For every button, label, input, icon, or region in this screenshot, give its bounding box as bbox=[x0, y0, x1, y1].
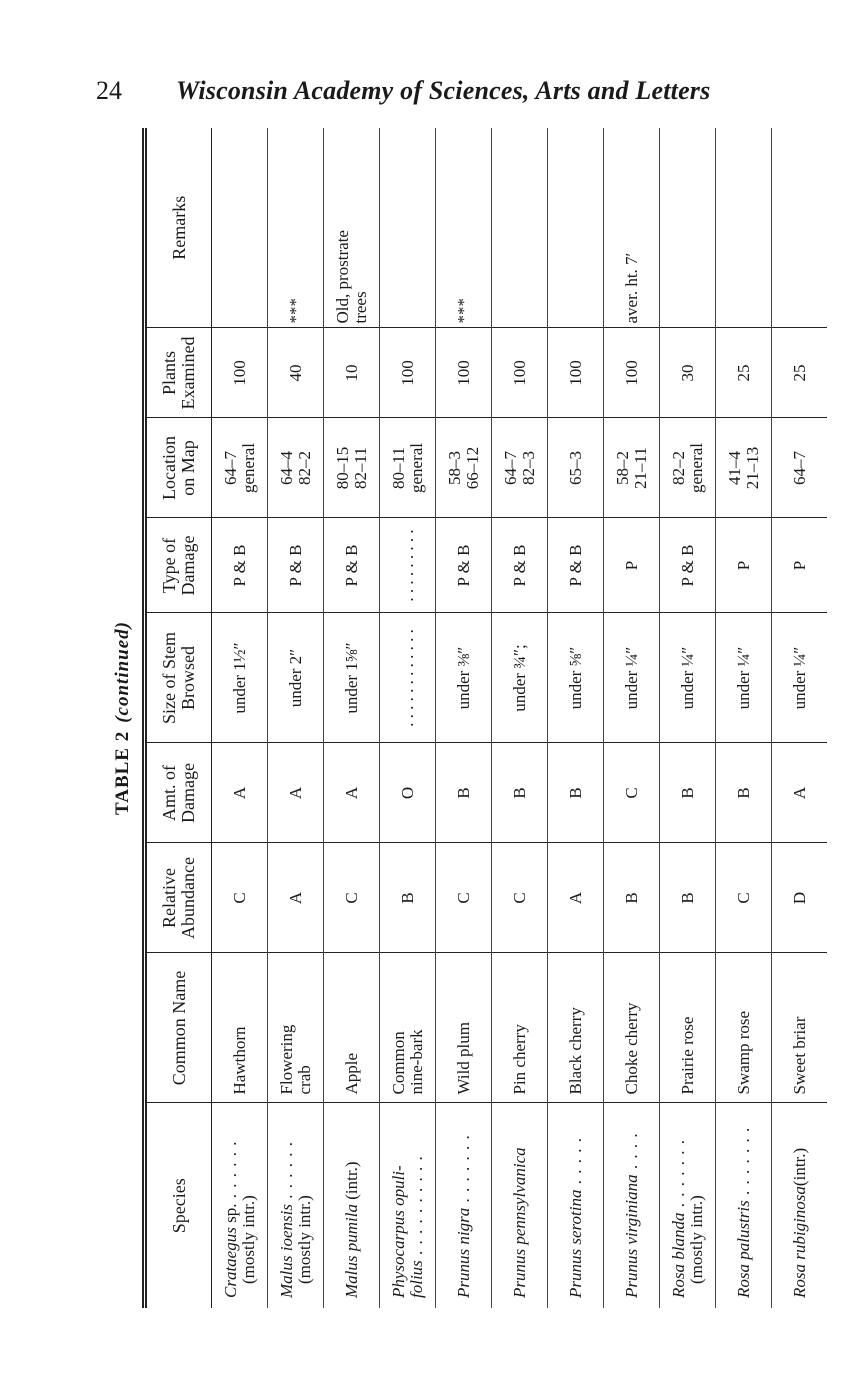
table-row bbox=[548, 128, 604, 1308]
table-body bbox=[212, 128, 828, 1308]
cell-type-of-damage: P & B bbox=[660, 518, 716, 613]
header-location-on-map: Location on Map bbox=[145, 418, 212, 518]
table-caption-continued: (continued) bbox=[112, 620, 133, 723]
cell-remarks bbox=[772, 128, 828, 328]
cell-location-on-map: 80–15 82–11 bbox=[324, 418, 380, 518]
table-row bbox=[324, 128, 380, 1308]
cell-amount-of-damage: O bbox=[380, 743, 436, 843]
table-row bbox=[716, 128, 772, 1308]
species-leader-dots: . . . . bbox=[621, 1132, 641, 1175]
cell-size-of-stem-browsed: under 1⅝″ bbox=[324, 613, 380, 743]
species-name: Malus pumila bbox=[341, 1204, 361, 1298]
species-leader-dots: . . . . . . bbox=[220, 1140, 240, 1204]
cell-remarks bbox=[548, 128, 604, 328]
cell-amount-of-damage: B bbox=[548, 743, 604, 843]
cell-type-of-damage: P & B bbox=[436, 518, 492, 613]
cell-species bbox=[604, 1103, 660, 1308]
species-suffix: sp. bbox=[220, 1203, 240, 1228]
cell-type-of-damage: P bbox=[772, 518, 828, 613]
page-number: 24 bbox=[96, 76, 122, 105]
cell-plants-examined: 100 bbox=[604, 328, 660, 418]
species-suffix: (intr.) bbox=[341, 1161, 361, 1205]
table-row bbox=[380, 128, 436, 1308]
table-caption-label: TABLE 2 bbox=[112, 730, 133, 816]
cell-size-of-stem-browsed: under ¾″; bbox=[492, 613, 548, 743]
cell-common-name: Swamp rose bbox=[716, 953, 772, 1103]
species-leader-dots: . . . . . . . bbox=[733, 1126, 753, 1201]
cell-type-of-damage: P bbox=[604, 518, 660, 613]
cell-amount-of-damage: B bbox=[716, 743, 772, 843]
species-name: Prunus serotina bbox=[565, 1189, 585, 1298]
cell-species bbox=[268, 1103, 324, 1308]
cell-plants-examined: 100 bbox=[436, 328, 492, 418]
header-species: Species bbox=[145, 1103, 212, 1308]
header-size-of-stem-browsed: Size of Stem Browsed bbox=[145, 613, 212, 743]
cell-type-of-damage: P & B bbox=[324, 518, 380, 613]
cell-species bbox=[492, 1103, 548, 1308]
species-name: Prunus virginiana bbox=[621, 1174, 641, 1298]
cell-plants-examined: 100 bbox=[492, 328, 548, 418]
cell-relative-abundance: C bbox=[436, 843, 492, 953]
cell-remarks: *** bbox=[268, 128, 324, 328]
cell-remarks bbox=[212, 128, 268, 328]
cell-common-name: Prairie rose bbox=[660, 953, 716, 1103]
species-leader-dots: . . . . . . . bbox=[453, 1134, 473, 1208]
header-common-name: Common Name bbox=[145, 953, 212, 1103]
header-amount-of-damage: Amt. of Damage bbox=[145, 743, 212, 843]
cell-size-of-stem-browsed: under ⅝″ bbox=[548, 613, 604, 743]
cell-relative-abundance: C bbox=[324, 843, 380, 953]
cell-amount-of-damage: B bbox=[660, 743, 716, 843]
table-caption bbox=[112, 128, 142, 1308]
cell-relative-abundance: B bbox=[660, 843, 716, 953]
cell-species bbox=[436, 1103, 492, 1308]
cell-size-of-stem-browsed: under ¼″ bbox=[716, 613, 772, 743]
cell-size-of-stem-browsed: . . . . . . . . . . . . bbox=[380, 613, 436, 743]
cell-location-on-map: 58–3 66–12 bbox=[436, 418, 492, 518]
species-leader-dots: . . . . . . . . . . bbox=[406, 1155, 426, 1261]
cell-plants-examined: 40 bbox=[268, 328, 324, 418]
cell-size-of-stem-browsed: under ⅜″ bbox=[436, 613, 492, 743]
cell-size-of-stem-browsed: under 2″ bbox=[268, 613, 324, 743]
journal-title: Wisconsin Academy of Sciences, Arts and Letters bbox=[176, 76, 711, 105]
cell-location-on-map: 64–7 bbox=[772, 418, 828, 518]
cell-location-on-map: 80–11 general bbox=[380, 418, 436, 518]
species-leader-dots: . . . . . . . bbox=[668, 1139, 688, 1213]
cell-plants-examined: 100 bbox=[212, 328, 268, 418]
cell-amount-of-damage: A bbox=[772, 743, 828, 843]
cell-relative-abundance: C bbox=[716, 843, 772, 953]
species-name: Rosa rubiginosa bbox=[789, 1186, 809, 1298]
cell-common-name: Choke cherry bbox=[604, 953, 660, 1103]
species-leader-dots: . . . . . bbox=[565, 1137, 585, 1190]
species-note: (mostly intr.) bbox=[238, 1195, 258, 1284]
cell-species bbox=[212, 1103, 268, 1308]
cell-type-of-damage: . . . . . . . . . bbox=[380, 518, 436, 613]
cell-species bbox=[380, 1103, 436, 1308]
table-row bbox=[436, 128, 492, 1308]
table-row bbox=[660, 128, 716, 1308]
cell-size-of-stem-browsed: under ¼″ bbox=[660, 613, 716, 743]
cell-common-name: Hawthorn bbox=[212, 953, 268, 1103]
cell-plants-examined: 30 bbox=[660, 328, 716, 418]
cell-common-name: Wild plum bbox=[436, 953, 492, 1103]
header-type-of-damage: Type of Damage bbox=[145, 518, 212, 613]
cell-relative-abundance: B bbox=[604, 843, 660, 953]
data-table bbox=[142, 128, 827, 1308]
cell-type-of-damage: P & B bbox=[212, 518, 268, 613]
species-name: Malus ioensis bbox=[276, 1204, 296, 1298]
cell-remarks: Old, prostrate trees bbox=[324, 128, 380, 328]
cell-location-on-map: 82–2 general bbox=[660, 418, 716, 518]
cell-location-on-map: 65–3 bbox=[548, 418, 604, 518]
table-row bbox=[604, 128, 660, 1308]
cell-relative-abundance: D bbox=[772, 843, 828, 953]
species-name: Prunus pennsylvanica bbox=[509, 1147, 529, 1298]
cell-size-of-stem-browsed: under 1½″ bbox=[212, 613, 268, 743]
cell-species bbox=[772, 1103, 828, 1308]
cell-location-on-map: 64–4 82–2 bbox=[268, 418, 324, 518]
cell-type-of-damage: P bbox=[716, 518, 772, 613]
species-name: Crataegus bbox=[220, 1227, 240, 1298]
cell-location-on-map: 64–7 general bbox=[212, 418, 268, 518]
cell-remarks bbox=[492, 128, 548, 328]
cell-remarks bbox=[660, 128, 716, 328]
cell-amount-of-damage: C bbox=[604, 743, 660, 843]
cell-amount-of-damage: A bbox=[212, 743, 268, 843]
cell-location-on-map: 64–7 82–3 bbox=[492, 418, 548, 518]
cell-amount-of-damage: B bbox=[492, 743, 548, 843]
cell-remarks: aver. ht. 7′ bbox=[604, 128, 660, 328]
cell-common-name: Sweet briar bbox=[772, 953, 828, 1103]
cell-size-of-stem-browsed: under ¼″ bbox=[604, 613, 660, 743]
species-suffix: (intr.) bbox=[789, 1147, 809, 1187]
cell-location-on-map: 58–2 21–11 bbox=[604, 418, 660, 518]
rotated-table-block bbox=[112, 128, 812, 1308]
cell-relative-abundance: C bbox=[212, 843, 268, 953]
table-row bbox=[492, 128, 548, 1308]
species-name: Rosa blanda bbox=[668, 1212, 688, 1298]
species-note: (mostly intr.) bbox=[294, 1195, 314, 1284]
cell-amount-of-damage: B bbox=[436, 743, 492, 843]
header-remarks: Remarks bbox=[145, 128, 212, 328]
cell-remarks bbox=[716, 128, 772, 328]
cell-common-name: Flowering crab bbox=[268, 953, 324, 1103]
cell-plants-examined: 25 bbox=[716, 328, 772, 418]
cell-species bbox=[660, 1103, 716, 1308]
species-leader-dots: . . . . . . bbox=[276, 1141, 296, 1205]
table-row bbox=[212, 128, 268, 1308]
cell-relative-abundance: B bbox=[380, 843, 436, 953]
cell-type-of-damage: P & B bbox=[492, 518, 548, 613]
species-name: Prunus nigra bbox=[453, 1207, 473, 1298]
table-row bbox=[268, 128, 324, 1308]
table-row bbox=[772, 128, 828, 1308]
species-name: Rosa palustris bbox=[733, 1200, 753, 1298]
header-relative-abundance: Relative Abundance bbox=[145, 843, 212, 953]
cell-relative-abundance: A bbox=[268, 843, 324, 953]
cell-plants-examined: 100 bbox=[548, 328, 604, 418]
cell-type-of-damage: P & B bbox=[548, 518, 604, 613]
cell-species bbox=[716, 1103, 772, 1308]
cell-size-of-stem-browsed: under ¼″ bbox=[772, 613, 828, 743]
cell-plants-examined: 10 bbox=[324, 328, 380, 418]
cell-remarks bbox=[380, 128, 436, 328]
cell-common-name: Apple bbox=[324, 953, 380, 1103]
species-name: Physocarpus opuli- folius bbox=[388, 1165, 426, 1298]
cell-common-name: Common nine-bark bbox=[380, 953, 436, 1103]
species-note: (mostly intr.) bbox=[686, 1195, 706, 1284]
cell-relative-abundance: C bbox=[492, 843, 548, 953]
cell-amount-of-damage: A bbox=[268, 743, 324, 843]
cell-relative-abundance: A bbox=[548, 843, 604, 953]
cell-common-name: Black cherry bbox=[548, 953, 604, 1103]
running-head bbox=[96, 76, 756, 110]
cell-remarks: *** bbox=[436, 128, 492, 328]
header-row bbox=[145, 128, 212, 1308]
cell-species bbox=[548, 1103, 604, 1308]
cell-amount-of-damage: A bbox=[324, 743, 380, 843]
cell-location-on-map: 41–4 21–13 bbox=[716, 418, 772, 518]
header-plants-examined: Plants Examined bbox=[145, 328, 212, 418]
cell-species bbox=[324, 1103, 380, 1308]
cell-plants-examined: 25 bbox=[772, 328, 828, 418]
cell-plants-examined: 100 bbox=[380, 328, 436, 418]
cell-type-of-damage: P & B bbox=[268, 518, 324, 613]
cell-common-name: Pin cherry bbox=[492, 953, 548, 1103]
